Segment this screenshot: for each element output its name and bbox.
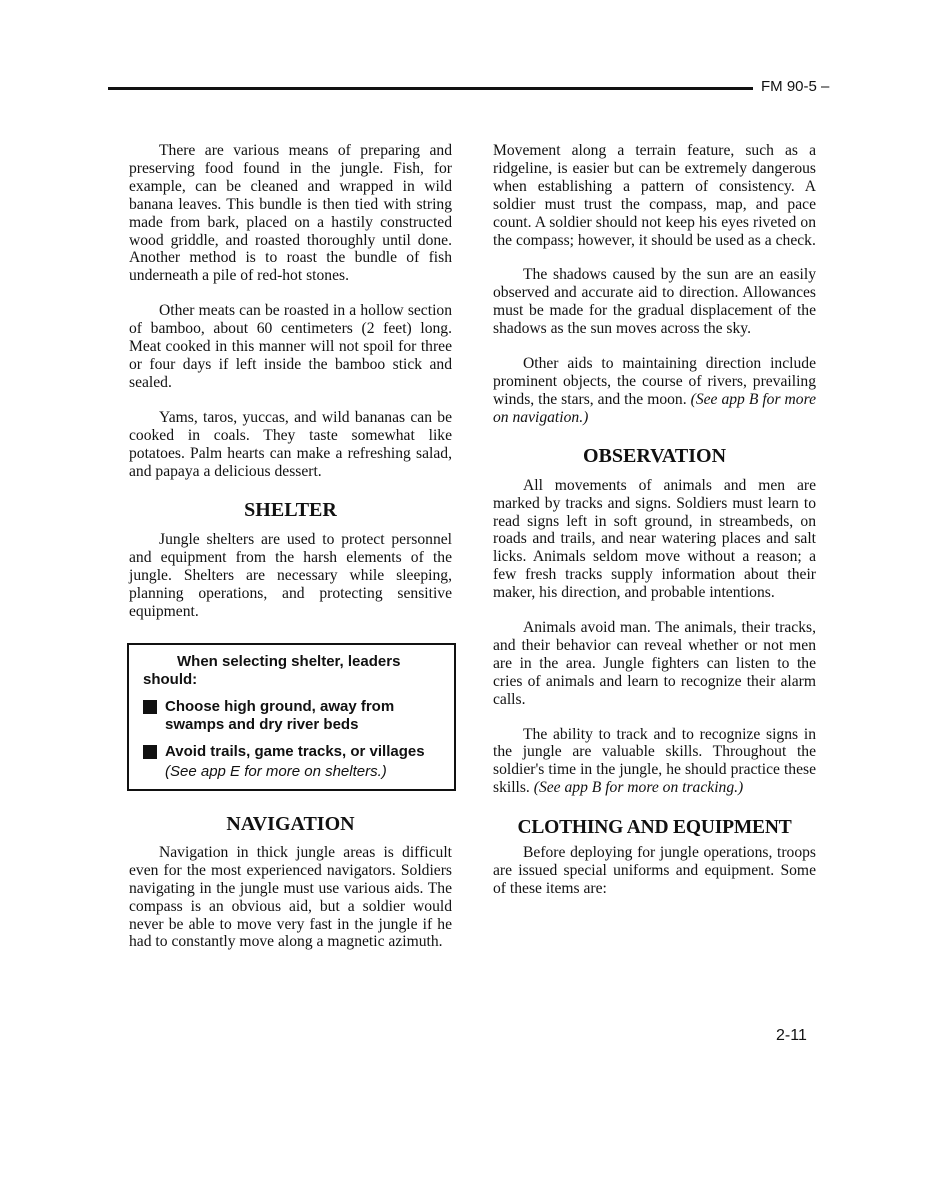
tracks-signs-paragraph: All movements of animals and men are marked by tracks and signs. Soldiers must learn to read signs left in soft ground, in streambeds, on roads and trails, and near watering places and salt licks. Animals seldom move without a reason; a few fresh tracks supply information about their maker, his direction, and probable intentions.: [493, 476, 816, 602]
shelter-paragraph: Jungle shelters are used to protect personnel and equipment from the harsh elements of the jungle. Shelters are necessary while sleeping, planning operations, and protecting sensitive equipment.: [129, 531, 452, 621]
navigation-reference: (See app B for more on navigation.): [493, 390, 816, 426]
manual-number: FM 90-5 –: [761, 78, 830, 95]
terrain-movement-paragraph: Movement along a terrain feature, such as a ridgeline, is easier but can be extremely dangerous when establishing a pattern of consistency. A soldier must trust the compass, map, and pace count. A soldier should not keep his eyes riveted on the compass; however, it should be used as a check.: [493, 142, 816, 249]
right-column: [493, 142, 816, 898]
animals-avoid-man-paragraph: Animals avoid man. The animals, their tracks, and their behavior can reveal whether or not men are in the area. Jungle fighters can listen to the cries of animals and learn to recognize their alarm calls.: [493, 619, 816, 708]
direction-aids-text: Other aids to maintaining direction include prominent objects, the course of rivers, prevailing winds, the stars, and the moon.: [493, 355, 816, 408]
clothing-equipment-paragraph: Before deploying for jungle operations, troops are issued special uniforms and equipment. Some of these items are:: [493, 844, 816, 897]
box-reference-note: (See app E for more on shelters.): [165, 762, 387, 780]
shelter-guidance-box: [127, 643, 456, 791]
page-number: 2-11: [776, 1027, 807, 1044]
box-item: [143, 743, 444, 761]
box-item: [143, 698, 444, 734]
navigation-heading: NAVIGATION: [226, 812, 355, 835]
tracking-skills-text: The ability to track and to recognize signs in the jungle are valuable skills. Throughout the soldier's time in the jungle, he should practice these skills.: [493, 725, 816, 797]
navigation-paragraph: Navigation in thick jungle areas is difficult even for the most experienced navigators. Soldiers navigating in the jungle must use various aids. The compass is an obvious aid, but a soldier would never be able to move very fast in the jungle if he had to constantly move along a magnetic azimuth.: [129, 843, 452, 951]
box-heading: When selecting shelter, leaders should:: [143, 652, 401, 688]
shadows-paragraph: The shadows caused by the sun are an easily observed and accurate aid to direction. Allowances must be made for the gradual displacement of the shadows as the sun moves across the sky.: [493, 266, 816, 338]
header-rule: [108, 87, 753, 90]
observation-heading: OBSERVATION: [582, 444, 727, 467]
bamboo-roasting-paragraph: Other meats can be roasted in a hollow section of bamboo, about 60 centimeters (2 feet) long. Meat cooked in this manner will not spoil for three or four days if left inside the bamboo stick and sealed.: [129, 302, 452, 391]
box-item-text: Avoid trails, game tracks, or villages: [165, 742, 425, 760]
square-bullet-icon: [143, 700, 157, 714]
tracking-reference: (See app B for more on tracking.): [533, 779, 744, 797]
box-item-text: Choose high ground, away from swamps and dry river beds: [165, 697, 395, 733]
shelter-heading: SHELTER: [244, 499, 337, 522]
left-column: [129, 142, 452, 951]
tracking-skills-paragraph: [493, 726, 816, 798]
food-preparation-paragraph: There are various means of preparing and preserving food found in the jungle. Fish, for example, can be cleaned and wrapped in wild banana leaves. This bundle is then tied with string made from bark, placed on a hastily constructed wood griddle, and roasted thoroughly until done. Another method is to roast the bundle of fish underneath a pile of red-hot stones.: [129, 142, 452, 285]
direction-aids-paragraph: [493, 355, 816, 427]
square-bullet-icon: [143, 745, 157, 759]
yams-paragraph: Yams, taros, yuccas, and wild bananas can be cooked in coals. They taste somewhat like potatoes. Palm hearts can make a refreshing salad, and papaya a delicious dessert.: [129, 408, 452, 480]
clothing-equipment-heading: CLOTHING AND EQUIPMENT: [517, 817, 792, 839]
